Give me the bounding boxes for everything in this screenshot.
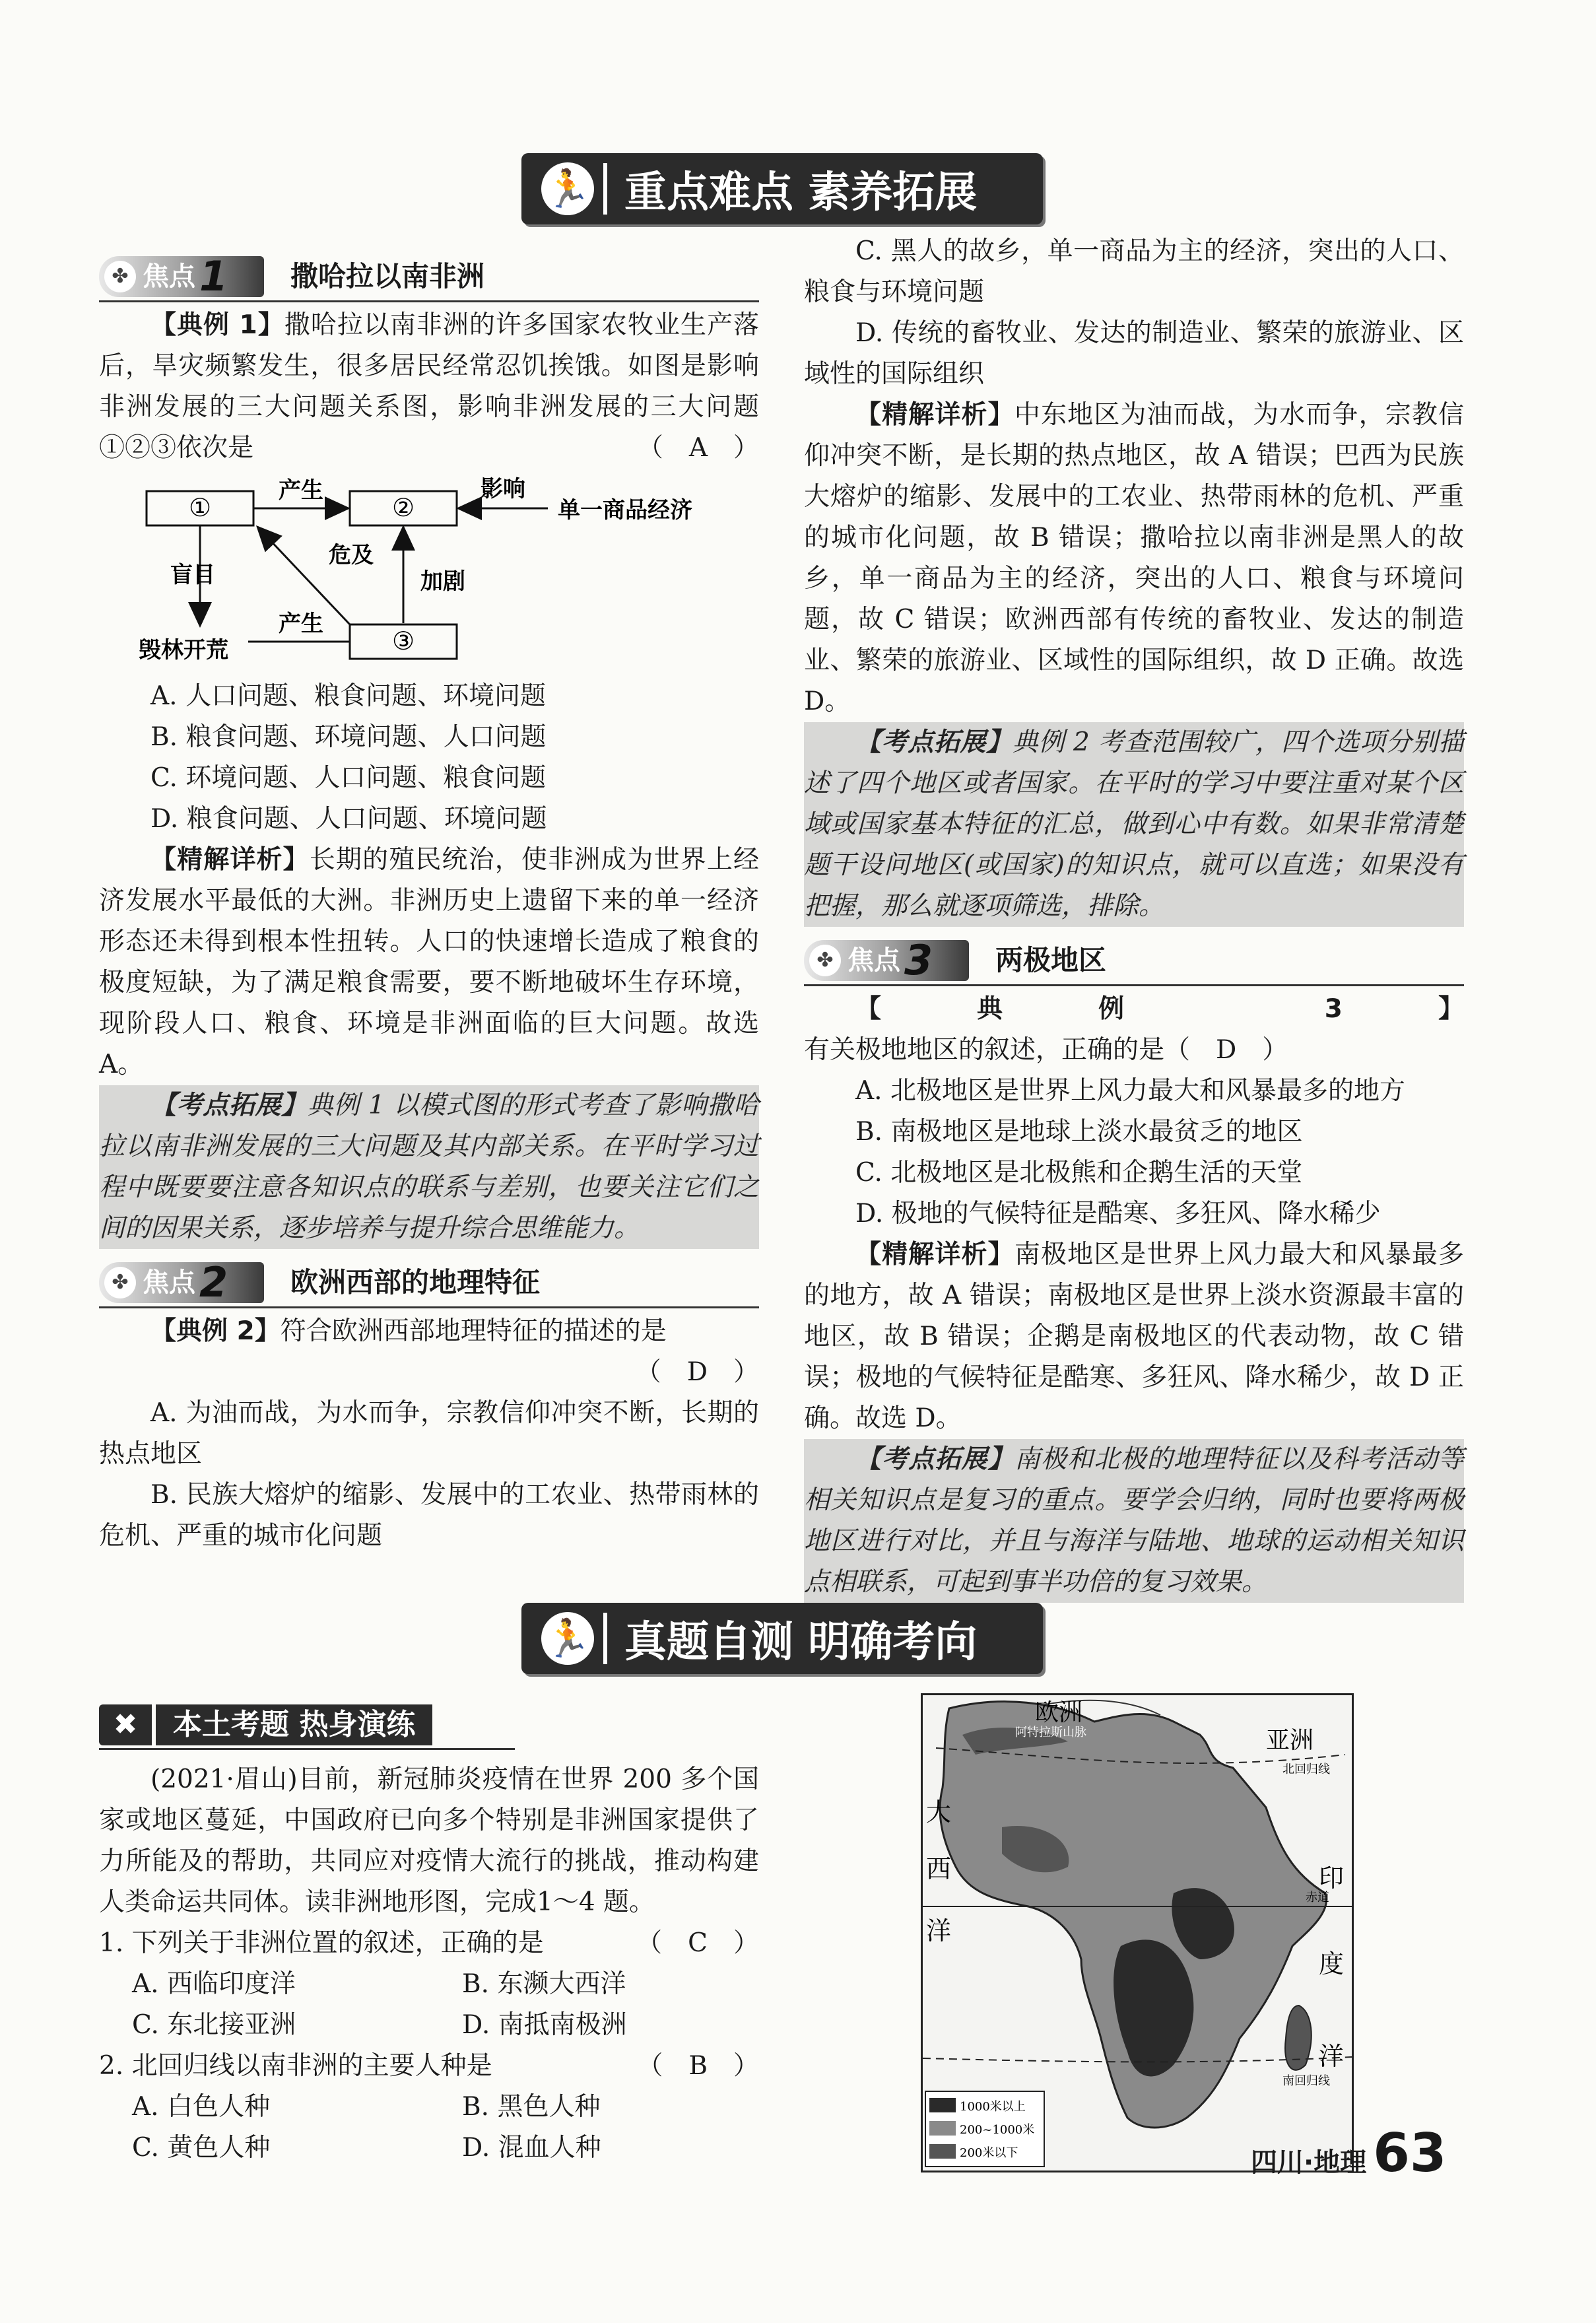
example-3-stem: 【典例 3】有关极地地区的叙述，正确的是（ D ） xyxy=(804,994,1464,1065)
diagram-label-harm: 危及 xyxy=(329,542,374,568)
cross-icon: ✖ xyxy=(99,1704,152,1745)
legend-swatch-mid xyxy=(929,2121,956,2136)
map-label-atlantic-2: 西 xyxy=(926,1854,952,1883)
left-column xyxy=(99,250,759,1557)
example-2-stem: 【典例 2】符合欧洲西部地理特征的描述的是 xyxy=(150,1316,667,1346)
leaf-icon: ✤ xyxy=(104,261,136,292)
map-label-equator: 赤道 xyxy=(1306,1891,1329,1904)
question-1-options: A. 西临印度洋 B. 东濒大西洋 C. 东北接亚洲 D. 南抵南极洲 xyxy=(132,1969,627,2040)
map-label-tropic-n: 北回归线 xyxy=(1282,1763,1330,1776)
legend-swatch-low xyxy=(929,2144,956,2159)
diagram-box-1: ① xyxy=(188,493,212,522)
local-questions xyxy=(99,1702,759,2169)
map-label-indian-1: 印 xyxy=(1319,1864,1345,1893)
example-2-option-c: C. 黑人的故乡，单一商品为主的经济，突出的人口、粮食与环境问题 xyxy=(804,236,1464,307)
relationship-diagram xyxy=(99,471,759,676)
diagram-label-impact: 影响 xyxy=(481,476,525,502)
diagram-label-deforest: 毁林开荒 xyxy=(139,637,228,663)
legend-mid: 200~1000米 xyxy=(960,2123,1035,2137)
map-label-indian-3: 洋 xyxy=(1319,2042,1345,2071)
example-2-answer: （ D ） xyxy=(635,1357,759,1387)
example-2-option-b: B. 民族大熔炉的缩影、发展中的工农业、热带雨林的危机、严重的城市化问题 xyxy=(99,1480,759,1551)
legend-swatch-high xyxy=(929,2098,956,2112)
diagram-label-blind: 盲目 xyxy=(170,562,215,588)
example-1-analysis: 【精解详析】长期的殖民统治，使非洲成为世界上经济发展水平最低的大洲。非洲历史上遗留下来的单一经济形态还未得到根本性扭转。人口的快速增长造成了粮食的极度短缺，为了满足粮食需要，要不断地破坏生存环境，现阶段人口、粮食、环境是非洲面临的巨大问题。故选 A。 xyxy=(99,845,759,1079)
footer-region: 四川·地理 xyxy=(1251,2147,1367,2178)
map-label-atlas: 阿特拉斯山脉 xyxy=(1015,1726,1086,1739)
map-label-atlantic-1: 大 xyxy=(926,1798,952,1827)
legend-high: 1000米以上 xyxy=(960,2100,1026,2114)
banner-title: 真题自测 明确考向 xyxy=(624,1618,978,1667)
question-1: 1. 下列关于非洲位置的叙述，正确的是 （ C ） xyxy=(99,1928,759,1958)
focus-header-2: ✤ 焦点 2 欧洲西部的地理特征 xyxy=(99,1260,759,1306)
section-banner-key-points xyxy=(521,153,1043,224)
banner-title: 重点难点 素养拓展 xyxy=(624,168,978,217)
map-legend xyxy=(925,2091,1044,2167)
example-3-analysis: 【精解详析】南极地区是世界上风力最大和风暴最多的地方，故 A 错误；南极地区是世界上淡水资源最丰富的地区，故 B 错误；企鹅是南极地区的代表动物，故 C 错误；极地的气候特征是酷寒、多狂风、降水稀少，故 D 正确。故选 D。 xyxy=(804,1240,1464,1433)
diagram-box-3: ③ xyxy=(391,626,415,656)
section-banner-test xyxy=(521,1603,1043,1674)
map-label-europe: 欧洲 xyxy=(1035,1699,1083,1726)
local-intro: (2021·眉山)目前，新冠肺炎疫情在世界 200 多个国家或地区蔓延，中国政府已向多个特别是非洲国家提供了力所能及的帮助，共同应对疫情大流行的挑战，推动构建人类命运共同体。读非洲地形图，完成1～4 题。 xyxy=(99,1765,759,1917)
leaf-icon: ✤ xyxy=(104,1267,136,1298)
map-label-asia: 亚洲 xyxy=(1266,1727,1314,1754)
legend-low: 200米以下 xyxy=(960,2146,1018,2160)
local-header: ✖ 本土考题 热身演练 xyxy=(99,1702,515,1750)
leaf-icon: ✤ xyxy=(809,945,841,976)
example-2-option-a: A. 为油而战，为水而争，宗教信仰冲突不断，长期的热点地区 xyxy=(99,1398,759,1469)
runner-icon: 🏃 xyxy=(541,1612,594,1665)
map-label-atlantic-3: 洋 xyxy=(926,1916,952,1945)
focus-title: 欧洲西部的地理特征 xyxy=(290,1266,541,1298)
map-label-indian-2: 度 xyxy=(1319,1949,1345,1978)
diagram-label-aggravate: 加剧 xyxy=(420,568,465,595)
example-3-extension: 【考点拓展】南极和北极的地理特征以及科考活动等相关知识点是复习的重点。要学会归纳，同时也要将两极地区进行对比，并且与海洋与陆地、地球的运动相关知识点相联系，可起到事半功倍的复习效果。 xyxy=(804,1439,1464,1603)
diagram-label-produce: 产生 xyxy=(279,477,323,504)
diagram-label-produce-2: 产生 xyxy=(279,611,323,637)
focus-header-1: ✤ 焦点 1 撒哈拉以南非洲 xyxy=(99,253,759,300)
example-2-extension: 【考点拓展】典例 2 考查范围较广，四个选项分别描述了四个地区或者国家。在平时的学习中要注重对某个区域或国家基本特征的汇总，做到心中有数。如果非常清楚题干设问地区(或国家)的知识点，就可以直选；如果没有把握，那么就逐项筛选，排除。 xyxy=(804,722,1464,927)
question-2: 2. 北回归线以南非洲的主要人种是 （ B ） xyxy=(99,2051,759,2081)
map-label-tropic-s: 南回归线 xyxy=(1282,2074,1330,2088)
example-2-analysis: 【精解详析】中东地区为油而战，为水而争，宗教信仰冲突不断，是长期的热点地区，故 A 错误；巴西为民族大熔炉的缩影、发展中的工农业、热带雨林的危机、严重的城市化问题，故 B 错误；撒哈拉以南非洲是黑人的故乡，单一商品为主的经济，突出的人口、粮食与环境问题，故 C 错误；欧洲西部有传统的畜牧业、发达的制造业、繁荣的旅游业、区域性的国际组织，故 D 正确。故选 D。 xyxy=(804,400,1464,716)
example-1-extension: 【考点拓展】典例 1 以模式图的形式考查了影响撒哈拉以南非洲发展的三大问题及其内部关系。在平时学习过程中既要要注意各知识点的联系与差别，也要关注它们之间的因果关系，逐步培养与提升综合思维能力。 xyxy=(99,1085,759,1249)
example-3-options: A. 北极地区是世界上风力最大和风暴最多的地方 B. 南极地区是地球上淡水最贫乏的地区 C. 北极地区是北极熊和企鹅生活的天堂 D. 极地的气候特征是酷寒、多狂风、降水稀少 xyxy=(855,1076,1405,1229)
example-1-options: A. 人口问题、粮食问题、环境问题 B. 粮食问题、环境问题、人口问题 C. 环境问题、人口问题、粮食问题 D. 粮食问题、人口问题、环境问题 xyxy=(150,681,547,834)
diagram-label-single-economy: 单一商品经济 xyxy=(558,497,692,523)
focus-title: 撒哈拉以南非洲 xyxy=(290,260,485,292)
africa-terrain-map xyxy=(921,1693,1354,2172)
focus-header-3: ✤ 焦点 3 两极地区 xyxy=(804,937,1464,984)
example-2-option-d: D. 传统的畜牧业、发达的制造业、繁荣的旅游业、区域性的国际组织 xyxy=(804,318,1464,389)
right-column xyxy=(804,231,1464,1603)
example-1-stem: 【典例 1】撒哈拉以南非洲的许多国家农牧业生产落后，旱灾频繁发生，很多居民经常忍饥挨饿。如图是影响非洲发展的三大问题关系图，影响非洲发展的三大问题①②③依次是 （ A ） xyxy=(99,310,759,463)
page-number: 63 xyxy=(1373,2122,1447,2184)
diagram-box-2: ② xyxy=(391,493,415,522)
question-2-options: A. 白色人种 B. 黑色人种 C. 黄色人种 D. 混血人种 xyxy=(132,2092,601,2163)
africa-map-svg xyxy=(923,1695,1352,2171)
runner-icon: 🏃 xyxy=(541,162,594,215)
focus-title: 两极地区 xyxy=(995,944,1107,976)
page-footer xyxy=(1251,2122,1447,2184)
